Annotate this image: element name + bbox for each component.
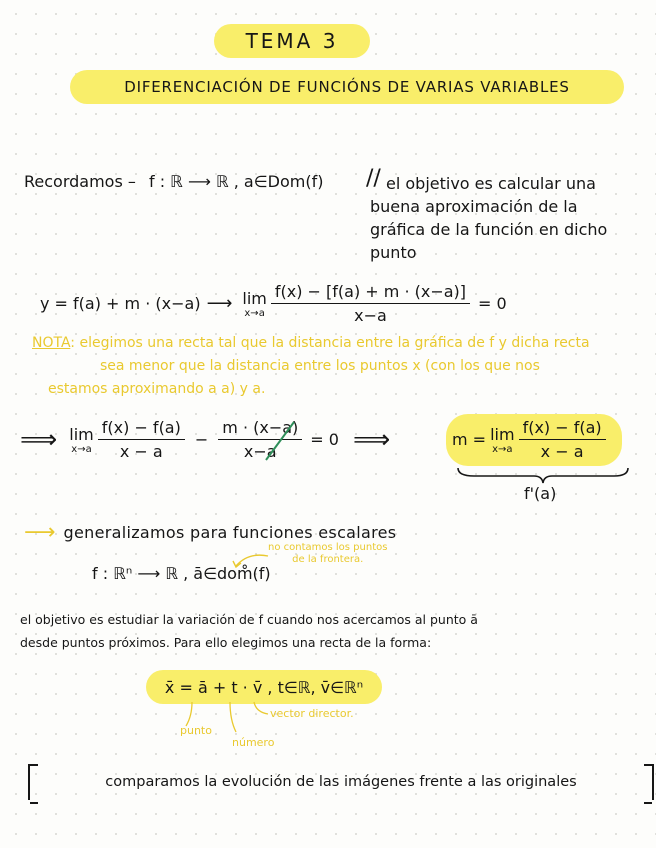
- lim-subscript: x→a: [492, 443, 513, 455]
- objective-line-1: el objetivo es estudiar la variación de f cuando nos acercamos al punto ā: [20, 612, 478, 627]
- eq2-fraction-1: [98, 418, 185, 461]
- eq1-lhs: y = f(a) + m · (x−a): [40, 294, 201, 313]
- eq2-minus: −: [194, 430, 209, 449]
- comment-line: gráfica de la función en dicho: [370, 220, 608, 239]
- equation-1: [40, 282, 507, 325]
- eq2-fraction-3: [519, 418, 606, 461]
- comment-line: el objetivo es calcular una: [386, 174, 596, 193]
- implies-icon: ⟹: [20, 424, 58, 455]
- comment-mark: //: [366, 166, 381, 191]
- lim-text: lim: [490, 424, 515, 444]
- eq1-rhs: = 0: [478, 294, 507, 313]
- page-subtitle: [70, 70, 624, 104]
- frontier-note-line: de la frontera.: [292, 554, 364, 565]
- nota-block: [32, 332, 590, 401]
- line-equation: x̄ = ā + t · v̄ , t∈ℝ, v̄∈ℝⁿ: [164, 677, 364, 697]
- conclusion: [28, 764, 654, 800]
- intro-definition: f : ℝ ⟶ ℝ , a∈Dom(f): [148, 172, 324, 191]
- lim-text: lim: [242, 288, 267, 308]
- eq2-numerator-3: f(x) − f(a): [519, 418, 606, 440]
- eq1-numerator: f(x) − [f(a) + m · (x−a)]: [271, 282, 470, 304]
- cancel-strike-icon: [262, 418, 298, 462]
- comment-line: buena aproximación de la: [370, 197, 578, 216]
- generalize-text: generalizamos para funciones escalares: [63, 523, 397, 542]
- eq1-denominator: x−a: [354, 306, 387, 325]
- label-vector-director: vector director.: [270, 707, 354, 720]
- intro-line: [24, 172, 323, 191]
- long-arrow-icon: ⟶: [206, 293, 233, 314]
- frontier-note-line: no contamos los puntos: [268, 542, 388, 553]
- nota-line-1: [32, 332, 590, 355]
- nota-label: NOTA: [32, 335, 71, 351]
- frontier-note: [268, 542, 387, 566]
- page-title: [214, 24, 370, 58]
- equation-2: [20, 418, 398, 461]
- m-equals: m =: [452, 430, 487, 449]
- eq2-denominator-3: x − a: [540, 442, 584, 461]
- limit-operator: [242, 289, 266, 319]
- conclusion-text: comparamos la evolución de las imágenes frente a las originales: [105, 774, 577, 790]
- intro-comment-rest: [370, 195, 607, 264]
- objective-line-2: desde puntos próximos. Para ello elegimos una recta de la forma:: [20, 635, 432, 650]
- eq2-equals-zero: = 0: [310, 430, 339, 449]
- nota-text: : elegimos una recta tal que la distancia entre la gráfica de f y dicha recta: [70, 335, 590, 351]
- underbrace-icon: [454, 466, 632, 486]
- derivative-definition: [452, 418, 606, 461]
- line-equation-highlight: [146, 670, 382, 704]
- limit-operator: [490, 425, 514, 455]
- implies-icon: ⟹: [352, 424, 391, 455]
- yellow-arrow-icon: ⟶: [24, 520, 56, 545]
- nota-line-2: sea menor que la distancia entre los puntos x (con los que nos: [100, 358, 540, 374]
- intro-comment: [386, 172, 596, 195]
- derivative-label: f'(a): [524, 484, 557, 503]
- curved-arrow-icon: [228, 550, 272, 572]
- subtitle-text: DIFERENCIACIÓN DE FUNCIÓNS DE VARIAS VARIABLES: [124, 78, 570, 96]
- title-text: TEMA 3: [245, 29, 339, 53]
- eq2-numerator-1: f(x) − f(a): [98, 418, 185, 440]
- label-numero: número: [232, 736, 275, 749]
- lim-subscript: x→a: [71, 443, 92, 455]
- eq1-fraction: [271, 282, 470, 325]
- scalar-function-def: f : ℝⁿ ⟶ ℝ , ā∈dom̊(f): [92, 564, 271, 583]
- objective-text: [20, 608, 478, 654]
- eq2-fraction-2: [218, 418, 302, 461]
- eq2-numerator-2: m · (x−a): [218, 418, 302, 440]
- eq2-denominator-2: x−a: [243, 442, 277, 461]
- intro-label: Recordamos –: [24, 172, 136, 191]
- lim-subscript: x→a: [244, 307, 265, 319]
- label-punto: punto: [180, 724, 212, 737]
- comment-line: punto: [370, 243, 417, 262]
- nota-line-3: estamos aproximando a a) y a.: [48, 381, 266, 397]
- lim-text: lim: [69, 424, 94, 444]
- limit-operator: [69, 425, 93, 455]
- eq2-denominator-1: x − a: [119, 442, 163, 461]
